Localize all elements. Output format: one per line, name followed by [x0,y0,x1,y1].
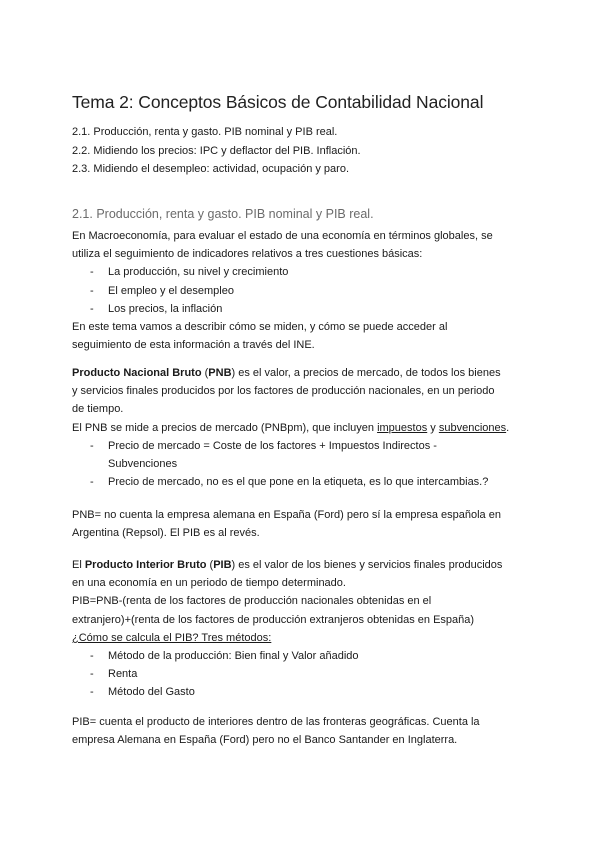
list-item: - Los precios, la inflación [72,300,532,318]
pib-methods-list [72,647,532,702]
text-line: El Producto Interior Bruto (PIB) es el valor de los bienes y servicios finales producidos [72,559,503,571]
dash-bullet: - [90,284,94,297]
text-line: extranjero)+(renta de los factores de producción extranjeros obtenidas en España) [72,613,475,626]
intro-list [72,263,532,318]
list-item: - Precio de mercado = Coste de los factores + Impuestos Indirectos - Subvenciones [72,437,532,473]
dash-bullet: - [90,439,94,452]
subvenciones-link-text: subvenciones [438,421,507,434]
pnb-abbr: PNB [208,367,232,379]
pib-paragraph [72,556,532,702]
dash-bullet: - [90,668,94,681]
pib-note [72,713,532,749]
pnb-note [72,506,532,542]
intro-paragraph [72,227,532,354]
list-item: - Método del Gasto [72,683,532,701]
text-line: En este tema vamos a describir cómo se miden, y cómo se puede acceder al [72,321,448,334]
list-item: - Renta [72,665,532,683]
toc-item: 2.1. Producción, renta y gasto. PIB nominal y PIB real. [72,126,338,138]
list-item: - Precio de mercado, no es el que pone en la etiqueta, es lo que intercambias.? [72,473,532,491]
text-line: seguimiento de esta información a través del INE. [72,339,315,352]
dash-bullet: - [90,266,94,279]
text-line: PNB= no cuenta la empresa alemana en España (Ford) pero sí la empresa española en [72,509,501,521]
toc-item: 2.3. Midiendo el desempleo: actividad, ocupación y paro. [72,163,350,175]
list-item: - El empleo y el desempleo [72,282,532,300]
text-line: de tiempo. [72,403,124,416]
text-line: utiliza el seguimiento de indicadores relativos a tres cuestiones básicas: [72,248,423,261]
pnb-paragraph [72,364,532,491]
pnb-list [72,437,532,492]
methods-question: ¿Cómo se calcula el PIB? Tres métodos: [72,631,272,644]
list-item: - Método de la producción: Bien final y Valor añadido [72,647,532,665]
text-line: en una economía en un periodo de tiempo determinado. [72,577,346,590]
text-line: PIB= cuenta el producto de interiores dentro de las fronteras geográficas. Cuenta la [72,716,480,728]
text-line: Producto Nacional Bruto (PNB) es el valor, a precios de mercado, de todos los bienes [72,367,501,379]
pnb-term: Producto Nacional Bruto [72,367,202,379]
pib-term: Producto Interior Bruto [84,559,207,571]
text-line: y servicios finales producidos por los factores de producción nacionales, en un periodo [72,385,495,398]
text-line: El PNB se mide a precios de mercado (PNBpm), que incluyen impuestos y subvenciones. [72,421,510,434]
dash-bullet: - [90,650,94,663]
impuestos-link-text: impuestos [377,421,428,434]
table-of-contents [72,123,361,179]
text-line: PIB=PNB-(renta de los factores de producción nacionales obtenidas en el [72,595,432,608]
toc-item: 2.2. Midiendo los precios: IPC y deflactor del PIB. Inflación. [72,144,361,157]
page-title: Tema 2: Conceptos Básicos de Contabilidad Nacional [72,92,484,112]
text-line: Argentina (Repsol). El PIB es al revés. [72,527,260,540]
text-line: empresa Alemana en España (Ford) pero no el Banco Santander en Inglaterra. [72,734,458,747]
pib-abbr: PIB [213,559,232,571]
list-item: - La producción, su nivel y crecimiento [72,263,532,281]
dash-bullet: - [90,476,94,489]
text-line: En Macroeconomía, para evaluar el estado de una economía en términos globales, se [72,230,493,242]
section-heading: 2.1. Producción, renta y gasto. PIB nominal y PIB real. [72,207,374,221]
dash-bullet: - [90,686,94,699]
dash-bullet: - [90,302,94,315]
